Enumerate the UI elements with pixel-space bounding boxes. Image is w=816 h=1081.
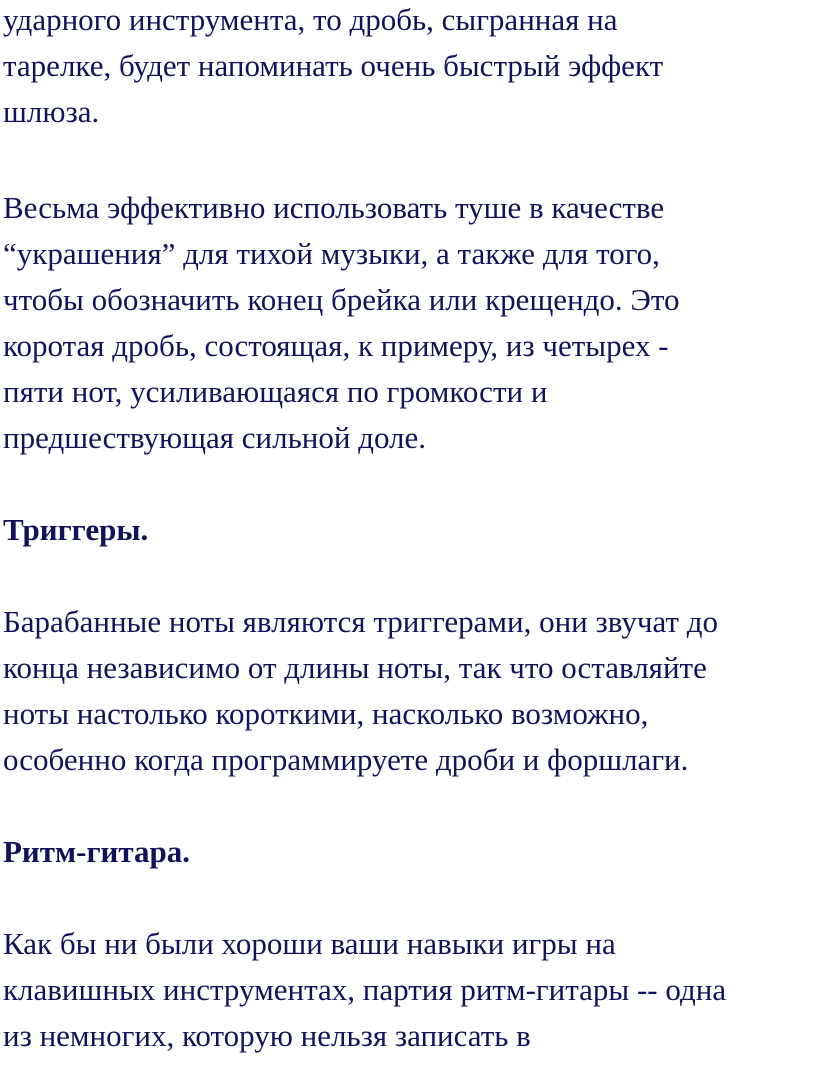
- text-line: из немногих, которую нельзя записать в: [3, 1018, 531, 1053]
- text-line: пяти нот, усиливающаяся по громкости и: [3, 374, 548, 409]
- text-line: клавишных инструментах, партия ритм-гитары -- одна: [3, 972, 727, 1007]
- paragraph-cymbal-roll: [3, 0, 663, 135]
- text-line: предшествующая сильной доле.: [3, 420, 427, 455]
- section-heading-rhythm-guitar: [3, 829, 190, 875]
- text-line: “украшения” для тихой музыки, а также для того,: [3, 236, 660, 271]
- text-line: ударного инструмента, то дробь, сыгранная на: [3, 2, 618, 37]
- text-line: Барабанные ноты являются триггерами, они звучат до: [3, 604, 718, 639]
- text-line: особенно когда программируете дроби и форшлаги.: [3, 742, 689, 777]
- text-line: Весьма эффективно использовать туше в качестве: [3, 190, 665, 225]
- heading-text: Триггеры.: [3, 512, 149, 547]
- paragraph-triggers: [3, 599, 718, 783]
- text-line: шлюза.: [3, 94, 100, 129]
- heading-text: Ритм-гитара.: [3, 834, 190, 869]
- paragraph-rhythm-guitar: [3, 921, 726, 1059]
- text-line: ноты настолько короткими, насколько возможно,: [3, 696, 649, 731]
- text-line: чтобы обозначить конец брейка или крещендо. Это: [3, 282, 680, 317]
- text-line: тарелке, будет напоминать очень быстрый эффект: [3, 48, 664, 83]
- text-line: конца независимо от длины ноты, так что оставляйте: [3, 650, 707, 685]
- text-line: Как бы ни были хороши ваши навыки игры на: [3, 926, 616, 961]
- paragraph-touche: [3, 185, 680, 461]
- text-line: коротая дробь, состоящая, к примеру, из четырех -: [3, 328, 669, 363]
- section-heading-triggers: [3, 507, 148, 553]
